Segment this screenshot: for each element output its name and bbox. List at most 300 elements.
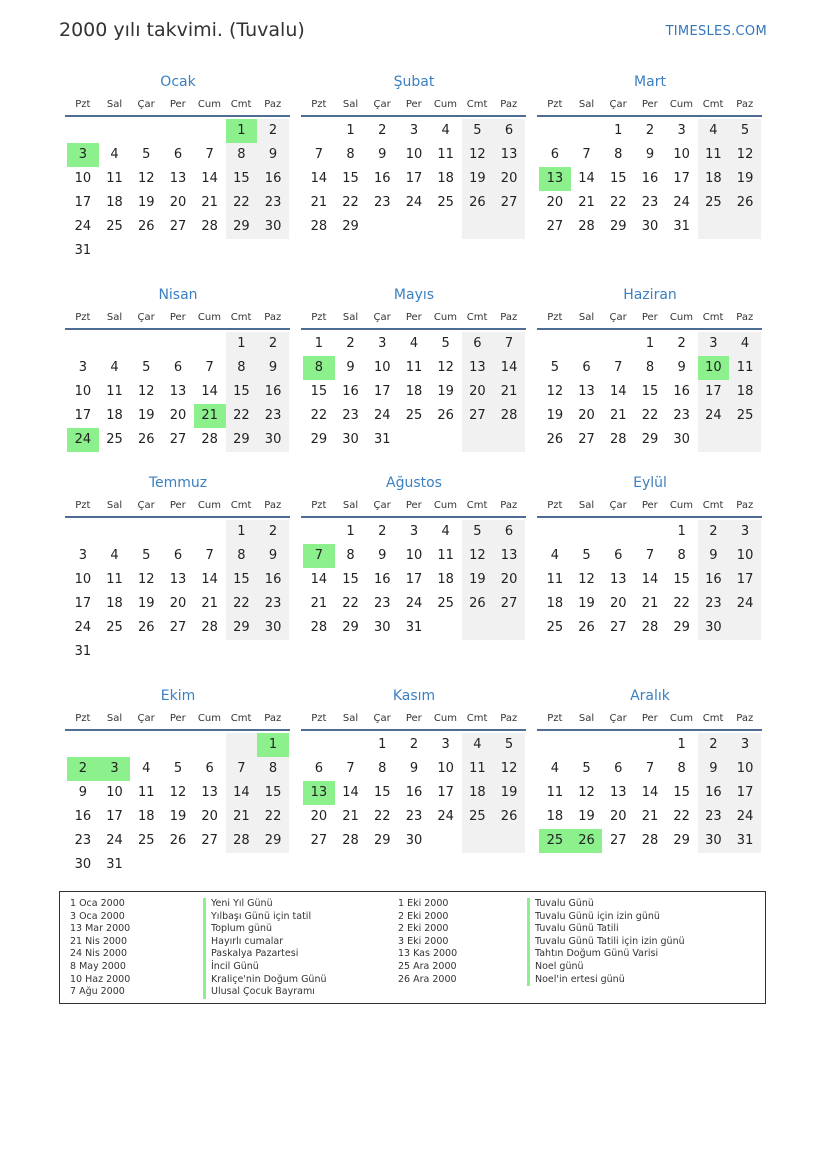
day-cell: 14	[201, 572, 218, 587]
day-cell: 15	[310, 384, 328, 399]
day-cell: 8	[378, 761, 387, 776]
day-cell: 19	[169, 809, 187, 824]
empty-cell	[67, 733, 99, 757]
weekday-label: Cum	[433, 98, 457, 110]
day-cell: 10	[74, 384, 92, 399]
month-block	[539, 284, 761, 452]
legend-date: 13 Mar 2000	[70, 923, 131, 935]
day-cell: 7	[346, 761, 355, 776]
day-cell: 18	[546, 809, 564, 824]
legend-dates-left	[70, 898, 130, 999]
empty-cell	[162, 733, 194, 757]
day-cell: 17	[437, 785, 454, 800]
empty-cell	[99, 119, 131, 143]
month-name: Haziran	[623, 287, 677, 303]
empty-cell	[462, 616, 494, 640]
day-cell: 16	[698, 781, 730, 805]
day-grid	[67, 731, 289, 877]
day-cell: 7	[645, 548, 655, 563]
weekday-label: Pzt	[547, 712, 563, 724]
weekday-label: Çar	[373, 98, 391, 110]
day-cell: 1	[677, 524, 686, 539]
day-cell: 16	[673, 384, 690, 399]
day-cell: 12	[137, 384, 155, 399]
month-block	[303, 71, 525, 239]
empty-cell	[539, 733, 571, 757]
weekday-label: Paz	[264, 98, 282, 110]
day-cell: 24	[437, 809, 454, 824]
day-cell: 23	[673, 408, 690, 423]
weekday-label: Pzt	[547, 311, 563, 323]
day-cell: 15	[226, 380, 258, 404]
empty-cell	[194, 239, 226, 263]
month-block	[539, 71, 761, 239]
weekday-label: Cum	[669, 712, 693, 724]
day-cell: 20	[609, 596, 627, 611]
day-cell: 29	[609, 219, 627, 234]
day-cell: 2	[698, 733, 730, 757]
empty-cell	[67, 520, 99, 544]
empty-cell	[729, 428, 761, 452]
day-cell: 30	[673, 432, 690, 447]
day-cell: 17	[673, 171, 690, 186]
day-cell: 8	[303, 356, 335, 380]
day-cell: 23	[257, 404, 289, 428]
day-cell: 16	[373, 171, 391, 186]
day-cell: 11	[462, 757, 494, 781]
day-cell: 18	[405, 384, 423, 399]
day-cell: 2	[257, 520, 289, 544]
empty-cell	[226, 853, 258, 877]
empty-cell	[226, 239, 258, 263]
day-cell: 16	[373, 572, 391, 587]
day-cell: 4	[110, 147, 119, 162]
empty-cell	[194, 733, 226, 757]
day-cell: 9	[78, 785, 87, 800]
weekday-label: Cmt	[466, 98, 488, 110]
weekday-label: Sal	[342, 499, 359, 511]
day-cell: 15	[609, 171, 627, 186]
day-cell: 10	[405, 548, 423, 563]
day-cell: 30	[257, 616, 289, 640]
day-cell: 26	[437, 408, 454, 423]
day-cell: 5	[582, 548, 591, 563]
weekday-label: Çar	[609, 499, 627, 511]
weekday-label: Sal	[342, 311, 359, 323]
day-cell: 30	[405, 833, 423, 848]
month-name: Şubat	[393, 74, 435, 90]
day-cell: 15	[226, 167, 258, 191]
day-cell: 29	[226, 616, 258, 640]
weekday-header	[65, 93, 290, 117]
day-cell: 8	[226, 544, 258, 568]
empty-cell	[226, 733, 258, 757]
day-cell: 11	[698, 143, 730, 167]
day-cell: 16	[698, 568, 730, 592]
day-cell: 25	[539, 829, 571, 853]
day-cell: 21	[310, 195, 328, 210]
day-cell: 3	[78, 360, 87, 375]
day-cell: 27	[493, 191, 525, 215]
weekday-label: Cum	[433, 499, 457, 511]
day-cell: 16	[257, 380, 289, 404]
day-cell: 3	[698, 332, 730, 356]
legend-date: 1 Oca 2000	[70, 898, 125, 909]
day-cell: 10	[373, 360, 391, 375]
day-cell: 10	[405, 147, 423, 162]
day-cell: 6	[614, 548, 623, 563]
day-cell: 2	[698, 520, 730, 544]
weekday-header	[65, 494, 290, 518]
day-grid	[67, 330, 289, 452]
day-cell: 5	[441, 336, 450, 351]
day-cell: 6	[614, 761, 623, 776]
day-cell: 23	[257, 191, 289, 215]
day-cell: 21	[226, 805, 258, 829]
day-cell: 15	[342, 572, 359, 587]
empty-cell	[430, 829, 462, 853]
day-cell: 31	[729, 829, 761, 853]
weekday-label: Cum	[197, 98, 221, 110]
weekday-label: Cum	[669, 499, 693, 511]
day-cell: 2	[67, 757, 99, 781]
day-cell: 27	[578, 432, 595, 447]
weekday-header	[65, 306, 290, 330]
empty-cell	[162, 119, 194, 143]
day-cell: 23	[257, 592, 289, 616]
day-cell: 1	[314, 336, 323, 351]
day-cell: 18	[437, 572, 454, 587]
day-cell: 11	[106, 572, 123, 587]
weekday-label: Sal	[342, 712, 359, 724]
day-cell: 18	[698, 167, 730, 191]
weekday-label: Çar	[373, 712, 391, 724]
empty-cell	[194, 332, 226, 356]
empty-cell	[162, 853, 194, 877]
weekday-label: Cum	[433, 712, 457, 724]
weekday-label: Per	[641, 311, 658, 323]
month-name: Ekim	[160, 688, 196, 704]
day-cell: 22	[673, 596, 690, 611]
legend-names-right	[527, 898, 685, 986]
legend-holiday-name: Tuvalu Günü Tatili	[527, 923, 685, 936]
empty-cell	[493, 428, 525, 452]
day-cell: 1	[378, 737, 387, 752]
day-cell: 3	[378, 336, 387, 351]
weekday-label: Paz	[500, 311, 518, 323]
empty-cell	[729, 215, 761, 239]
empty-cell	[634, 733, 666, 757]
weekday-label: Paz	[736, 311, 754, 323]
day-cell: 1	[226, 520, 258, 544]
day-cell: 10	[74, 572, 92, 587]
weekday-label: Sal	[106, 712, 123, 724]
day-cell: 9	[677, 360, 686, 375]
day-cell: 4	[409, 336, 419, 351]
day-cell: 26	[137, 432, 155, 447]
day-cell: 26	[578, 620, 595, 635]
weekday-label: Cmt	[230, 98, 252, 110]
weekday-label: Pzt	[547, 499, 563, 511]
weekday-label: Sal	[578, 712, 595, 724]
day-cell: 12	[137, 171, 155, 186]
weekday-label: Pzt	[547, 98, 563, 110]
empty-cell	[602, 733, 634, 757]
day-cell: 20	[493, 568, 525, 592]
month-name: Ağustos	[386, 475, 442, 491]
weekday-label: Cmt	[466, 311, 488, 323]
day-cell: 20	[169, 408, 187, 423]
legend-date: 2 Eki 2000	[398, 923, 449, 935]
day-cell: 20	[310, 809, 328, 824]
weekday-header	[301, 306, 526, 330]
day-cell: 30	[342, 432, 359, 447]
day-cell: 22	[609, 195, 627, 210]
empty-cell	[634, 520, 666, 544]
day-cell: 26	[546, 432, 564, 447]
day-cell: 14	[641, 785, 659, 800]
day-cell: 28	[578, 219, 595, 234]
weekday-label: Per	[641, 712, 658, 724]
day-cell: 12	[578, 785, 595, 800]
day-cell: 11	[137, 785, 155, 800]
empty-cell	[729, 616, 761, 640]
month-block	[303, 284, 525, 452]
day-cell: 17	[698, 380, 730, 404]
day-cell: 13	[609, 572, 627, 587]
weekday-label: Cmt	[466, 499, 488, 511]
day-cell: 18	[729, 380, 761, 404]
day-cell: 27	[169, 620, 187, 635]
day-cell: 6	[173, 360, 183, 375]
day-cell: 3	[729, 520, 761, 544]
day-cell: 14	[310, 572, 328, 587]
weekday-label: Per	[405, 499, 422, 511]
weekday-label: Pzt	[311, 98, 327, 110]
day-cell: 5	[142, 147, 151, 162]
legend-holiday-name: Kraliçe'nin Doğum Günü	[203, 974, 327, 987]
day-cell: 13	[169, 171, 187, 186]
legend-holiday-name: İncil Günü	[203, 961, 327, 974]
weekday-label: Çar	[373, 311, 391, 323]
legend-holiday-name: Tuvalu Günü için izin günü	[527, 911, 685, 924]
day-cell: 9	[257, 544, 289, 568]
day-cell: 19	[578, 596, 595, 611]
day-cell: 19	[546, 408, 564, 423]
day-cell: 2	[677, 336, 686, 351]
day-cell: 9	[378, 147, 387, 162]
weekday-label: Sal	[578, 311, 595, 323]
day-cell: 8	[677, 548, 686, 563]
day-cell: 19	[137, 408, 155, 423]
day-cell: 28	[641, 833, 659, 848]
day-cell: 29	[257, 829, 289, 853]
day-cell: 31	[106, 857, 123, 872]
day-cell: 21	[578, 195, 595, 210]
day-grid	[303, 731, 525, 853]
day-cell: 2	[257, 119, 289, 143]
weekday-label: Paz	[500, 98, 518, 110]
day-cell: 8	[645, 360, 655, 375]
day-cell: 30	[641, 219, 659, 234]
day-cell: 28	[201, 620, 218, 635]
day-cell: 17	[405, 171, 423, 186]
day-cell: 25	[106, 620, 123, 635]
day-cell: 15	[226, 568, 258, 592]
day-cell: 24	[74, 620, 92, 635]
weekday-label: Cmt	[230, 712, 252, 724]
day-cell: 15	[673, 572, 690, 587]
day-cell: 22	[342, 596, 359, 611]
weekday-label: Paz	[736, 98, 754, 110]
day-cell: 5	[142, 360, 151, 375]
day-cell: 17	[729, 568, 761, 592]
month-name: Ocak	[160, 74, 196, 90]
day-cell: 23	[74, 833, 92, 848]
day-cell: 18	[106, 596, 123, 611]
brand-link[interactable]: TIMESLES.COM	[665, 24, 767, 39]
day-cell: 18	[137, 809, 155, 824]
day-cell: 20	[493, 167, 525, 191]
empty-cell	[99, 640, 131, 664]
day-cell: 5	[462, 119, 494, 143]
day-cell: 29	[226, 428, 258, 452]
day-cell: 12	[493, 757, 525, 781]
day-cell: 13	[303, 781, 335, 805]
day-cell: 17	[74, 195, 92, 210]
empty-cell	[194, 640, 226, 664]
empty-cell	[303, 119, 335, 143]
weekday-label: Cum	[197, 712, 221, 724]
legend-holiday-name: Tahtın Doğum Günü Varisi	[527, 948, 685, 961]
day-cell: 22	[373, 809, 391, 824]
weekday-label: Çar	[609, 712, 627, 724]
empty-cell	[162, 239, 194, 263]
month-block	[67, 284, 289, 452]
day-cell: 26	[493, 805, 525, 829]
empty-cell	[99, 332, 131, 356]
day-cell: 13	[462, 356, 494, 380]
day-cell: 4	[698, 119, 730, 143]
day-cell: 29	[342, 620, 359, 635]
weekday-label: Paz	[264, 712, 282, 724]
day-cell: 14	[641, 572, 659, 587]
day-cell: 24	[405, 596, 423, 611]
day-cell: 11	[546, 785, 564, 800]
empty-cell	[162, 332, 194, 356]
day-cell: 1	[614, 123, 623, 138]
legend-date: 10 Haz 2000	[70, 973, 131, 985]
day-cell: 8	[226, 356, 258, 380]
day-cell: 9	[645, 147, 655, 162]
day-cell: 27	[310, 833, 328, 848]
day-cell: 25	[462, 805, 494, 829]
day-cell: 23	[698, 592, 730, 616]
day-cell: 12	[462, 544, 494, 568]
day-cell: 1	[346, 524, 355, 539]
month-name: Temmuz	[148, 475, 208, 491]
day-cell: 29	[342, 219, 359, 234]
weekday-label: Cmt	[230, 311, 252, 323]
day-cell: 6	[314, 761, 323, 776]
day-cell: 18	[546, 596, 564, 611]
day-cell: 27	[201, 833, 218, 848]
day-cell: 7	[205, 147, 214, 162]
day-cell: 16	[74, 809, 92, 824]
day-cell: 20	[609, 809, 627, 824]
day-cell: 28	[609, 432, 627, 447]
weekday-label: Cum	[669, 311, 693, 323]
day-cell: 25	[106, 432, 123, 447]
empty-cell	[571, 733, 603, 757]
day-cell: 25	[437, 195, 454, 210]
day-cell: 1	[645, 336, 655, 351]
empty-cell	[194, 119, 226, 143]
day-cell: 5	[550, 360, 559, 375]
empty-cell	[571, 119, 603, 143]
empty-cell	[366, 215, 398, 239]
day-cell: 7	[303, 544, 335, 568]
day-cell: 1	[346, 123, 355, 138]
day-cell: 19	[462, 568, 494, 592]
day-cell: 5	[173, 761, 183, 776]
day-cell: 13	[609, 785, 627, 800]
weekday-header	[537, 306, 762, 330]
day-cell: 4	[550, 548, 559, 563]
weekday-label: Cmt	[702, 499, 724, 511]
day-cell: 4	[142, 761, 151, 776]
legend-date: 25 Ara 2000	[398, 960, 457, 972]
day-cell: 22	[641, 408, 659, 423]
weekday-label: Pzt	[75, 98, 91, 110]
day-cell: 25	[729, 404, 761, 428]
day-grid	[539, 330, 761, 452]
day-cell: 14	[201, 384, 218, 399]
page-title: 2000 yılı takvimi. (Tuvalu)	[59, 19, 305, 41]
weekday-label: Sal	[106, 499, 123, 511]
day-cell: 3	[409, 123, 419, 138]
day-cell: 5	[142, 548, 151, 563]
day-cell: 22	[673, 809, 690, 824]
day-cell: 12	[729, 143, 761, 167]
day-cell: 19	[437, 384, 454, 399]
day-cell: 28	[641, 620, 659, 635]
month-name: Kasım	[392, 688, 436, 704]
day-cell: 8	[346, 548, 355, 563]
weekday-header	[65, 707, 290, 731]
day-cell: 2	[378, 524, 387, 539]
day-cell: 30	[257, 428, 289, 452]
weekday-label: Cum	[669, 98, 693, 110]
weekday-label: Paz	[264, 311, 282, 323]
day-cell: 8	[614, 147, 623, 162]
empty-cell	[571, 520, 603, 544]
day-cell: 30	[698, 616, 730, 640]
day-cell: 29	[310, 432, 328, 447]
day-cell: 31	[673, 219, 690, 234]
day-cell: 26	[571, 829, 603, 853]
day-cell: 15	[641, 384, 659, 399]
month-block	[67, 685, 289, 877]
day-cell: 9	[409, 761, 419, 776]
day-cell: 21	[194, 404, 226, 428]
day-cell: 15	[673, 785, 690, 800]
day-cell: 22	[342, 195, 359, 210]
day-cell: 3	[78, 548, 87, 563]
weekday-label: Per	[405, 712, 422, 724]
weekday-header	[537, 93, 762, 117]
day-cell: 29	[373, 833, 391, 848]
